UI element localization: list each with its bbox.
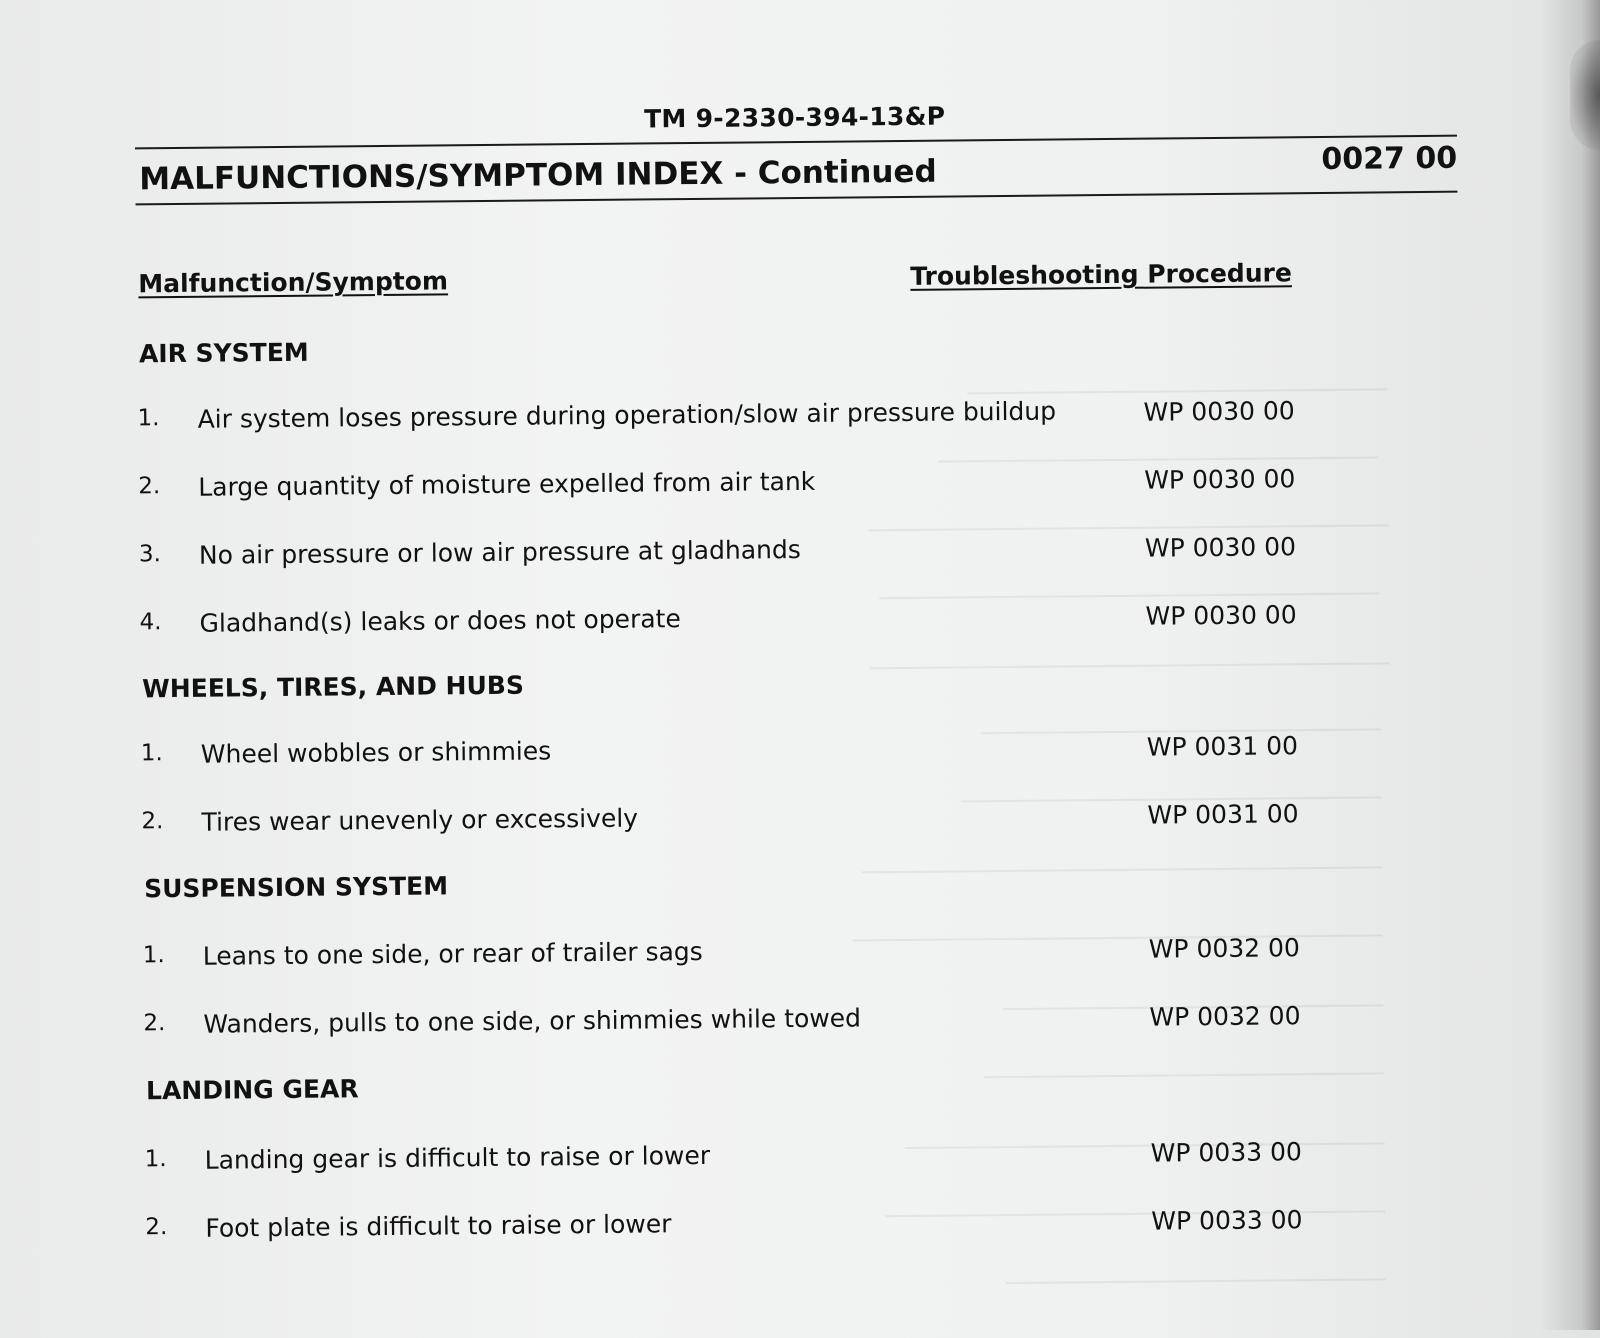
item-number: 1. bbox=[140, 740, 163, 767]
item-procedure-ref: WP 0031 00 bbox=[1146, 731, 1299, 762]
column-header-procedure: Troubleshooting Procedure bbox=[910, 258, 1292, 291]
item-symptom: Air system loses pressure during operation/slow air pressure buildup bbox=[197, 396, 1057, 434]
list-item bbox=[3, 996, 1600, 1047]
item-number: 2. bbox=[138, 473, 161, 500]
item-procedure-ref: WP 0030 00 bbox=[1143, 396, 1295, 427]
list-item bbox=[5, 1200, 1600, 1251]
item-procedure-ref: WP 0033 00 bbox=[1151, 1205, 1303, 1236]
item-number: 1. bbox=[142, 942, 165, 969]
header-rule-top bbox=[135, 135, 1457, 150]
item-symptom: Foot plate is difficult to raise or lower bbox=[205, 1209, 672, 1243]
bleed-through-line bbox=[868, 502, 1388, 531]
group-air-system bbox=[0, 325, 1597, 638]
list-item bbox=[1, 726, 1600, 777]
list-item bbox=[1, 794, 1600, 845]
document-id: TM 9-2330-394-13&P bbox=[643, 101, 946, 134]
item-number: 3. bbox=[138, 541, 161, 568]
item-number: 2. bbox=[141, 808, 164, 835]
item-number: 4. bbox=[139, 609, 162, 636]
group-title: WHEELS, TIRES, AND HUBS bbox=[142, 670, 525, 704]
item-symptom: Landing gear is difficult to raise or lower bbox=[204, 1140, 711, 1175]
column-header-malfunction: Malfunction/Symptom bbox=[138, 266, 449, 299]
item-procedure-ref: WP 0030 00 bbox=[1144, 532, 1297, 563]
item-number: 1. bbox=[137, 405, 160, 432]
page-edge-shadow bbox=[1540, 0, 1600, 1330]
group-title: LANDING GEAR bbox=[145, 1074, 359, 1106]
bleed-through-line bbox=[967, 366, 1387, 394]
item-number: 2. bbox=[143, 1010, 166, 1037]
group-title: SUSPENSION SYSTEM bbox=[143, 871, 449, 904]
item-symptom: Wheel wobbles or shimmies bbox=[200, 736, 552, 769]
bleed-through-line bbox=[862, 844, 1382, 873]
item-procedure-ref: WP 0033 00 bbox=[1150, 1137, 1302, 1168]
list-item bbox=[3, 928, 1600, 979]
item-symptom: Leans to one side, or rear of trailer sags bbox=[202, 936, 703, 971]
item-symptom: Tires wear unevenly or excessively bbox=[201, 803, 639, 837]
item-number: 1. bbox=[144, 1146, 167, 1173]
item-number: 2. bbox=[145, 1214, 168, 1241]
item-procedure-ref: WP 0030 00 bbox=[1145, 600, 1297, 631]
item-procedure-ref: WP 0032 00 bbox=[1148, 933, 1301, 964]
item-procedure-ref: WP 0030 00 bbox=[1144, 464, 1296, 495]
item-symptom: No air pressure or low air pressure at gladhands bbox=[198, 534, 801, 570]
item-symptom: Large quantity of moisture expelled from air tank bbox=[198, 466, 816, 502]
item-procedure-ref: WP 0032 00 bbox=[1149, 1001, 1301, 1032]
work-package-number: 0027 00 bbox=[1321, 140, 1458, 177]
bleed-through-line bbox=[938, 434, 1378, 462]
list-item bbox=[5, 1132, 1600, 1183]
bleed-through-line bbox=[1006, 1256, 1386, 1284]
list-item bbox=[0, 595, 1600, 646]
item-symptom: Wanders, pulls to one side, or shimmies while towed bbox=[203, 1003, 862, 1039]
group-title: AIR SYSTEM bbox=[138, 337, 309, 369]
item-procedure-ref: WP 0031 00 bbox=[1147, 799, 1299, 830]
bleed-through-line bbox=[870, 640, 1390, 669]
bleed-through-line bbox=[984, 1050, 1384, 1078]
section-title: MALFUNCTIONS/SYMPTOM INDEX - Continued bbox=[139, 153, 937, 198]
bleed-through-line bbox=[879, 570, 1379, 599]
binder-ring-shadow bbox=[1570, 40, 1600, 150]
item-symptom: Gladhand(s) leaks or does not operate bbox=[199, 604, 681, 638]
